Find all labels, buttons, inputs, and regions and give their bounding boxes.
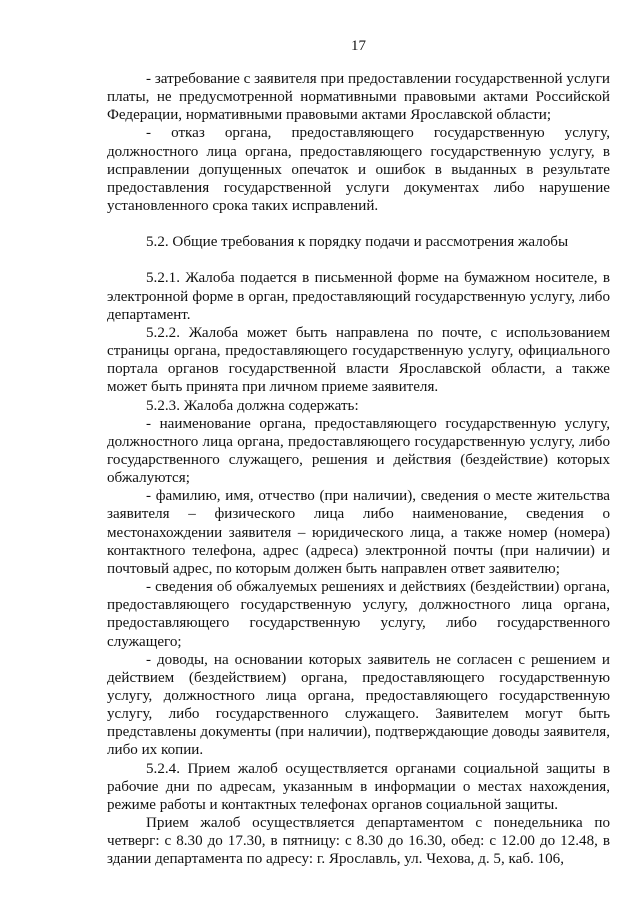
paragraph-refusal-correction: - отказ органа, предоставляющего государственную услугу, должностного лица органа, предоставляющего государственную услугу, в исправлении допущенных опечаток и ошибок в выданных в результате предоставления государственной услуги документах либо нарушение установленного срока таких исправлений. (107, 125, 610, 215)
paragraph-reception-hours: Прием жалоб осуществляется департаментом с понедельника по четверг: с 8.30 до 17.30, в пятницу: с 8.30 до 16.30, обед: с 12.00 до 12.48, в здании департамента по адресу: г. Ярославль, ул. Чехова, д. 5, каб. 106, (107, 815, 610, 868)
list-item-organ-name: - наименование органа, предоставляющего государственную услугу, должностного лица органа, предоставляющего государственную услугу, либо государственного служащего, решения и действия (бездействие) которых обжалуются; (107, 415, 610, 487)
list-item-applicant-details: - фамилию, имя, отчество (при наличии), сведения о месте жительства заявителя – физического лица либо наименование, сведения о местонахождении заявителя – юридического лица, а также номер (номера) контактного телефона, адрес (адреса) электронной почты (при наличии) и почтовый адрес, по которым должен быть направлен ответ заявителю; (107, 488, 610, 577)
paragraph-fee-demand: - затребование с заявителя при предоставлении государственной услуги платы, не предусмотренной нормативными правовыми актами Российской Федерации, нормативными правовыми актами Ярославской области; (107, 71, 610, 124)
list-item-arguments: - доводы, на основании которых заявитель не согласен с решением и действием (бездействием) органа, предоставляющего государственную услугу, должностного лица органа, предоставляющего государственную услугу, либо государственного служащего. Заявителем могут быть представлены документы (при наличии), подтверждающие доводы заявителя, либо их копии. (107, 651, 610, 759)
paragraph-5-2-2: 5.2.2. Жалоба может быть направлена по почте, с использованием страницы органа, предоставляющего государственную услугу, официального портала органов государственной власти Ярославской области, а также может быть принята при личном приеме заявителя. (107, 324, 610, 396)
page-number: 17 (351, 38, 366, 54)
paragraph-5-2-1: 5.2.1. Жалоба подается в письменной форме на бумажном носителе, в электронной форме в орган, предоставляющий государственную услугу, либо департамент. (107, 270, 610, 323)
section-heading: 5.2. Общие требования к порядку подачи и рассмотрения жалобы (146, 234, 569, 251)
paragraph-5-2-3: 5.2.3. Жалоба должна содержать: (146, 397, 359, 414)
paragraph-5-2-4: 5.2.4. Прием жалоб осуществляется органами социальной защиты в рабочие дни по адресам, указанным в информации о местах нахождения, режиме работы и контактных телефонах органов социальной защиты. (107, 760, 610, 813)
document-body (107, 70, 610, 869)
list-item-appealed-decisions: - сведения об обжалуемых решениях и действиях (бездействии) органа, предоставляющего государственную услугу, должностного лица органа, предоставляющего государственную услугу, либо государственного служащего; (107, 579, 610, 650)
